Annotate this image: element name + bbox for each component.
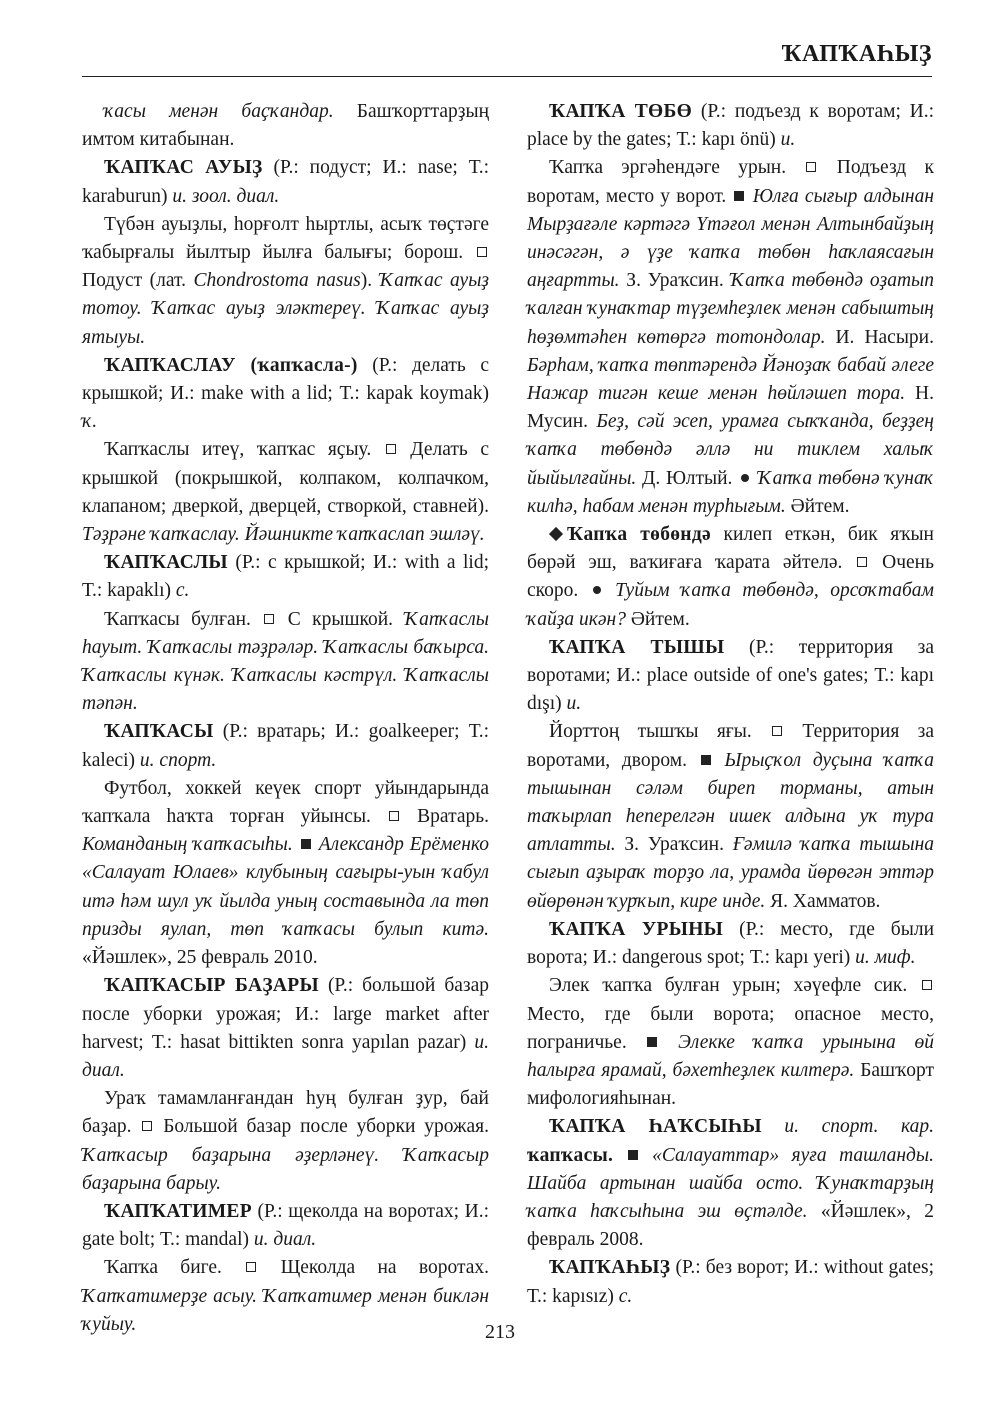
text-run: Түбән ауыҙлы, һорғолт һыртлы, асыҡ төҫтәге ҡабырғалы йылтыр йылға балығы; борош. — [82, 213, 489, 264]
text-run: (Р.: щеколда на воротах; И.: gate bolt; Т.: mandal) — [82, 1200, 489, 1251]
white-square-icon — [772, 726, 782, 736]
example-text: Ғәмилә ҡапҡа тышына сығып аҙыраҡ торҙо ла, урамда йөрөгән эттәр өйөрөнән ҡурҡып, кире инде. — [527, 834, 934, 912]
example-text: Элекке ҡапҡа урынына өй һалырға ярамай, бәхетһеҙлек килтерә. — [527, 1031, 934, 1081]
white-square-icon — [806, 162, 816, 172]
example-text: Тәҙрәне ҡапҡаслау. Йәшникте ҡапҡаслап эшләү. — [82, 524, 485, 546]
headword: Ҡапҡа төбөндә — [567, 524, 711, 546]
example-text: Бәрһам, ҡапҡа төптәрендә Йәноҙаҡ бабай әлеге Нажар тигән кеше менән һөйләшеп тора. — [527, 354, 934, 405]
example-text: Chondrostoma nasus — [193, 270, 361, 292]
white-square-icon — [142, 1121, 152, 1131]
example-text: Ҡапҡа төбөнә ҡунаҡ килһә, һабам менән турһығым. — [527, 467, 935, 517]
text-run: Щеколда на воротах. — [258, 1257, 489, 1279]
text-run: Ҡапҡа эргәһендәге урын. — [549, 157, 805, 179]
text-run — [659, 1032, 678, 1053]
text-run: Ҡапҡа биге. — [104, 1257, 245, 1279]
text-run — [640, 1145, 652, 1166]
text-run: (Р.: без ворот; И.: without gates; Т.: kapısız) — [527, 1257, 934, 1307]
headword: ҠАПҠАҺЫҘ — [549, 1257, 671, 1279]
black-square-icon — [628, 1150, 638, 1160]
entry-paragraph — [82, 1085, 489, 1198]
headword: ҡапҡасы. — [527, 1144, 614, 1166]
dictionary-entry — [82, 352, 489, 437]
entry-paragraph — [82, 775, 489, 972]
diamond-icon — [549, 527, 563, 541]
white-square-icon — [246, 1262, 256, 1272]
entry-paragraph — [527, 154, 934, 521]
text-run: Элек ҡапҡа булған урын; хәүефле сик. — [549, 975, 920, 997]
black-square-icon — [701, 755, 711, 765]
black-square-icon — [647, 1037, 657, 1047]
dictionary-entry — [82, 1198, 489, 1254]
entry-paragraph — [527, 1113, 934, 1254]
text-run: (Р.: с крышкой; И.: with a lid; Т.: kapaklı) — [82, 552, 489, 602]
headword: ҠАПҠАСЫ — [104, 721, 214, 743]
headword: ҠАПҠАТИМЕР — [104, 1200, 252, 1222]
example-text: Ҡапҡатимерҙе асыу. Ҡапҡатимер менән биклән ҡуйыу. — [82, 1285, 489, 1335]
dictionary-entry — [527, 634, 934, 719]
example-text: «Салауаттар» яуға ташланды. Шайба артынан шайба осто. Ҡунаҡтарҙың ҡапҡа һаҡсыһына эш өҫтәлде. — [527, 1144, 934, 1222]
text-run — [762, 1116, 785, 1137]
example-text: Беҙ, сәй эсеп, урамға сыҡҡанда, беҙҙең ҡапҡа төбөндә әллә ни тиклем халыҡ йыйылғайны. — [527, 411, 934, 489]
header-rule — [82, 76, 932, 77]
text-run: Подуст (лат. — [82, 270, 194, 292]
text-run: Башҡорт мифологияһынан. — [527, 1059, 935, 1110]
text-run — [604, 580, 615, 601]
dictionary-entry — [82, 972, 489, 1085]
text-run: килеп еткән, бик яҡын бөрәй эш, ваҡиғаға ҡарата әйтелә. — [527, 524, 934, 574]
text-run: Вратарь. — [401, 806, 489, 828]
example-text: Ҡапҡаслы һауыт. Ҡапҡаслы тәҙрәләр. Ҡапҡаслы баҡырса. Ҡапҡаслы күнәк. Ҡапҡаслы кәстрүл. Ҡапҡаслы тәпән. — [82, 608, 489, 715]
bullet-icon — [741, 474, 749, 482]
text-run: Ураҡ тамамланғандан һуң булған ҙур, бай баҙар. — [82, 1088, 489, 1138]
grammar-label: и. — [780, 129, 796, 151]
text-run: (Р.: подуст; И.: nase; Т.: karaburun) — [82, 157, 489, 207]
grammar-label: и. зоол. диал. — [172, 185, 280, 207]
text-run: Футбол, хоккей кеүек спорт уйындарында ҡапҡала һаҡта торған уйынсы. — [82, 777, 489, 828]
entry-paragraph — [82, 211, 489, 352]
entry-paragraph — [527, 718, 934, 915]
right-column — [527, 98, 934, 1311]
text-run: ). — [360, 270, 380, 292]
text-run: Йорттоң тышҡы яғы. — [549, 721, 771, 743]
text-run: (Р.: подъезд к воротам; И.: place by the gates; Т.: kapı önü) — [527, 101, 934, 151]
grammar-label: с. — [618, 1285, 633, 1307]
white-square-icon — [264, 614, 274, 624]
headword: ҠАПҠА ҺАҠСЫҺЫ — [549, 1116, 762, 1138]
bullet-icon — [593, 586, 601, 594]
entry-paragraph — [527, 972, 934, 1113]
example-text: Ҡапҡас ауыҙ тотоу. Ҡапҡас ауыҙ эләктереү. Ҡапҡас ауыҙ ятыуы. — [82, 270, 490, 348]
white-square-icon — [922, 980, 932, 990]
text-run: «Йәшлек», 25 февраль 2010. — [82, 947, 318, 969]
text-run: И. Насыри. — [825, 326, 934, 348]
text-run: Ҡапҡаслы итеү, ҡапҡас яҫыу. — [104, 439, 384, 461]
grammar-label: с. — [175, 580, 190, 602]
entry-paragraph — [82, 98, 489, 154]
text-run: Очень скоро. — [527, 552, 934, 602]
black-square-icon — [734, 191, 744, 201]
text-run: Территория за воротами, двором. — [527, 721, 934, 771]
running-head: ҠАПҠАҺЫҘ — [781, 41, 932, 67]
example-text: Ырыҫҡол дуҫына ҡапҡа тышынан сәләм биреп торманы, атын таҡырлап һеперелгән ишек алдына уҡ тура атлатты. — [527, 749, 934, 856]
example-text: Ҡапҡа төбөндә оҙатып ҡалған ҡунаҡтар түҙемһеҙлек менән сабыштың һөҙөмтәһен көтөргә тотондолар. — [527, 270, 934, 348]
text-run: Башҡорттарҙың имтом китабынан. — [82, 101, 490, 151]
text-run: Я. Хамматов. — [765, 890, 881, 912]
text-run: Д. Юлтый. — [636, 467, 739, 489]
example-text: Команданың ҡапҡасыһы. — [82, 834, 293, 856]
text-run — [613, 1145, 625, 1166]
text-run: Делать с крышкой (покрышкой, колпаком, колпачком, клапаном; дверкой, дверцей, створкой, ставней). — [82, 439, 489, 517]
headword: ҠАПҠА ТЫШЫ — [549, 636, 725, 658]
text-run: «Йәшлек», 2 февраль 2008. — [527, 1200, 934, 1251]
grammar-label: и. спорт. — [139, 749, 217, 771]
text-run — [713, 750, 725, 771]
text-run: С крышкой. — [276, 608, 405, 630]
dictionary-entry — [527, 98, 934, 154]
white-square-icon — [477, 247, 487, 257]
grammar-label: и. диал. — [82, 1031, 489, 1081]
grammar-label: и. миф. — [855, 947, 916, 969]
headword: ҠАПҠАСЫР БАҘАРЫ — [104, 975, 319, 997]
text-run: Н. Мусин. — [527, 383, 934, 433]
dictionary-entry — [82, 154, 489, 210]
text-run: (Р.: делать с крышкой; И.: make with a lid; Т.: kapak koymak) — [82, 354, 489, 405]
text-run: З. Ураҡсин. — [615, 834, 733, 856]
dictionary-entry — [527, 1254, 934, 1310]
dictionary-entry — [82, 718, 489, 774]
text-run: (Р.: территория за воротами; И.: place outside of one's gates; Т.: kapı dışı) — [527, 636, 934, 715]
white-square-icon — [386, 444, 396, 454]
text-run: Место, где были ворота; опасное место, пограничье. — [527, 1003, 934, 1053]
example-text: ҡасы менән баҫҡандар. — [104, 101, 334, 122]
headword: ҠАПҠА ТӨБӨ — [549, 101, 693, 122]
text-run: Әйтем. — [625, 608, 690, 630]
grammar-label: и. — [566, 693, 582, 715]
text-run: (Р.: большой базар после уборки урожая; И.: large market after harvest; Т.: hasat bittikten sonra yapılan pazar) — [82, 975, 490, 1053]
example-text: Александр Ерёменко «Салауат Юлаев» клубының сағыры-уын ҡабул итә һәм шул уҡ йылда уның составында ла төп призды яулап, төп ҡапҡасы булып китә. — [82, 834, 490, 940]
headword: ҠАПҠА УРЫНЫ — [549, 918, 724, 940]
headword: ҠАПҠАС АУЫҘ — [104, 157, 263, 179]
dictionary-entry — [82, 549, 489, 605]
text-run: (Р.: место, где были ворота; И.: dangerous spot; Т.: kapı yeri) — [527, 918, 934, 969]
entry-paragraph — [82, 606, 489, 719]
entry-paragraph — [82, 436, 489, 549]
headword: ҠАПҠАСЛЫ — [104, 552, 228, 574]
page-number: 213 — [485, 1321, 515, 1343]
left-column — [82, 98, 489, 1339]
text-run: Ҡапҡасы булған. — [104, 608, 263, 630]
white-square-icon — [857, 557, 867, 567]
grammar-label: и. спорт. кар. — [784, 1116, 935, 1138]
grammar-label: ҡ. — [82, 411, 98, 433]
example-text: Юлға сығыр алдынан Мырҙағәле кәртәгә Үтәғол менән Алтынбайҙың инәсәгән, ә үҙе ҡапҡа төбөн һаҡлаясағын аңғартты. — [527, 185, 934, 292]
dictionary-entry — [527, 916, 934, 972]
text-run: Подъезд к воротам, место у ворот. — [527, 157, 935, 207]
headword: ҠАПҠАСЛАУ (ҡапҡасла-) — [104, 354, 358, 376]
text-run: Большой базар после уборки урожая. — [154, 1116, 489, 1138]
black-square-icon — [301, 839, 311, 849]
text-run — [293, 834, 299, 855]
grammar-label: и. диал. — [253, 1229, 317, 1251]
white-square-icon — [389, 811, 399, 821]
text-run: (Р.: вратарь; И.: goalkeeper; Т.: kaleci) — [82, 721, 489, 771]
entry-paragraph — [527, 521, 934, 634]
example-text: Ҡапҡасыр баҙарына әҙерләнеү. Ҡапҡасыр баҙарына барыу. — [82, 1144, 489, 1194]
text-run: З. Ураҡсин. — [619, 270, 731, 292]
example-text: Туйым ҡапҡа төбөндә, орсоҡтабам ҡайҙа икән? — [527, 580, 935, 630]
text-run: Әйтем. — [785, 495, 850, 517]
